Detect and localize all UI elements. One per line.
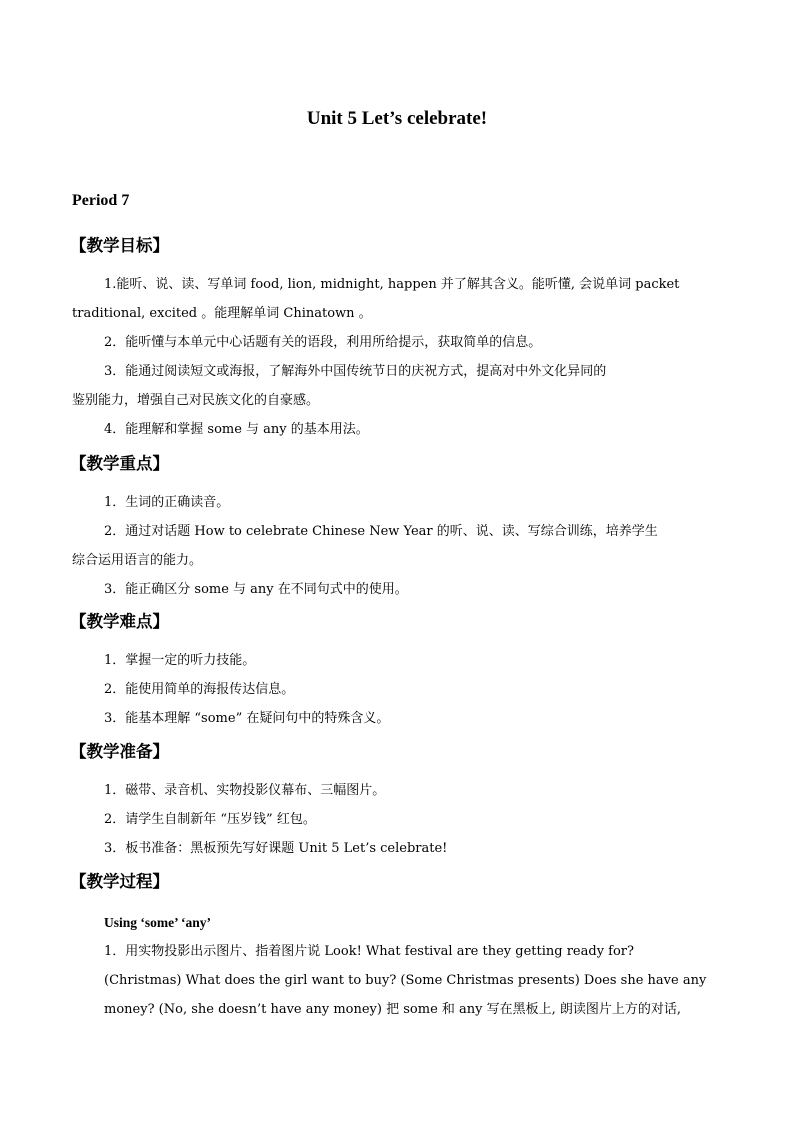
section-heading-preparation: 【教学准备】 xyxy=(70,742,169,761)
preparation-item-2: 2．请学生自制新年 “压岁钱” 红包。 xyxy=(104,812,316,827)
objective-item-3: 3．能通过阅读短文或海报，了解海外中国传统节日的庆祝方式，提高对中外文化异同的 xyxy=(104,364,607,379)
key-point-item-2: 2．通过对话题 How to celebrate Chinese New Year 的听、说、读、写综合训练，培养学生 xyxy=(104,524,658,539)
objective-item-1: 1.能听、说、读、写单词 food, lion, midnight, happen 并了解其含义。能听懂, 会说单词 packet xyxy=(104,277,680,292)
key-point-item-3: 3．能正确区分 some 与 any 在不同句式中的使用。 xyxy=(104,582,408,597)
process-line-2: (Christmas) What does the girl want to buy? (Some Christmas presents) Does she have any xyxy=(104,973,707,988)
process-line-1: 1．用实物投影出示图片、指着图片说 Look! What festival are they getting ready for? xyxy=(104,944,634,959)
section-process xyxy=(72,866,732,1024)
objective-item-3-cont: 鉴别能力，增强自己对民族文化的自豪感。 xyxy=(72,393,320,408)
page-title: Unit 5 Let’s celebrate! xyxy=(306,108,488,129)
key-point-item-1: 1．生词的正确读音。 xyxy=(104,495,230,510)
section-difficulties xyxy=(72,606,732,733)
section-preparation xyxy=(72,736,732,863)
preparation-item-3: 3．板书准备：黑板预先写好课题 Unit 5 Let’s celebrate! xyxy=(104,841,448,856)
difficulty-item-2: 2．能使用简单的海报传达信息。 xyxy=(104,682,295,697)
process-line-3: money? (No, she doesn’t have any money) 把 some 和 any 写在黑板上, 朗读图片上方的对话, xyxy=(104,1002,682,1017)
objective-item-2: 2．能听懂与本单元中心话题有关的语段，利用所给提示，获取简单的信息。 xyxy=(104,335,542,350)
difficulty-item-1: 1．掌握一定的听力技能。 xyxy=(104,653,256,668)
difficulty-item-3: 3．能基本理解 “some” 在疑问句中的特殊含义。 xyxy=(104,711,390,726)
preparation-item-1: 1．磁带、录音机、实物投影仪幕布、三幅图片。 xyxy=(104,783,386,798)
key-point-item-2-cont: 综合运用语言的能力。 xyxy=(72,553,203,568)
process-subheading: Using ‘some’ ‘any’ xyxy=(104,915,211,930)
objective-item-1-cont: traditional, excited 。能理解单词 Chinatown 。 xyxy=(72,306,372,321)
section-heading-objectives: 【教学目标】 xyxy=(70,236,169,255)
period-label: Period 7 xyxy=(72,192,130,209)
section-heading-process: 【教学过程】 xyxy=(70,872,169,891)
objective-item-4: 4．能理解和掌握 some 与 any 的基本用法。 xyxy=(104,422,369,437)
section-key-points xyxy=(72,448,732,604)
section-objectives xyxy=(72,230,732,444)
section-heading-difficulties: 【教学难点】 xyxy=(70,612,169,631)
section-heading-key-points: 【教学重点】 xyxy=(70,454,169,473)
